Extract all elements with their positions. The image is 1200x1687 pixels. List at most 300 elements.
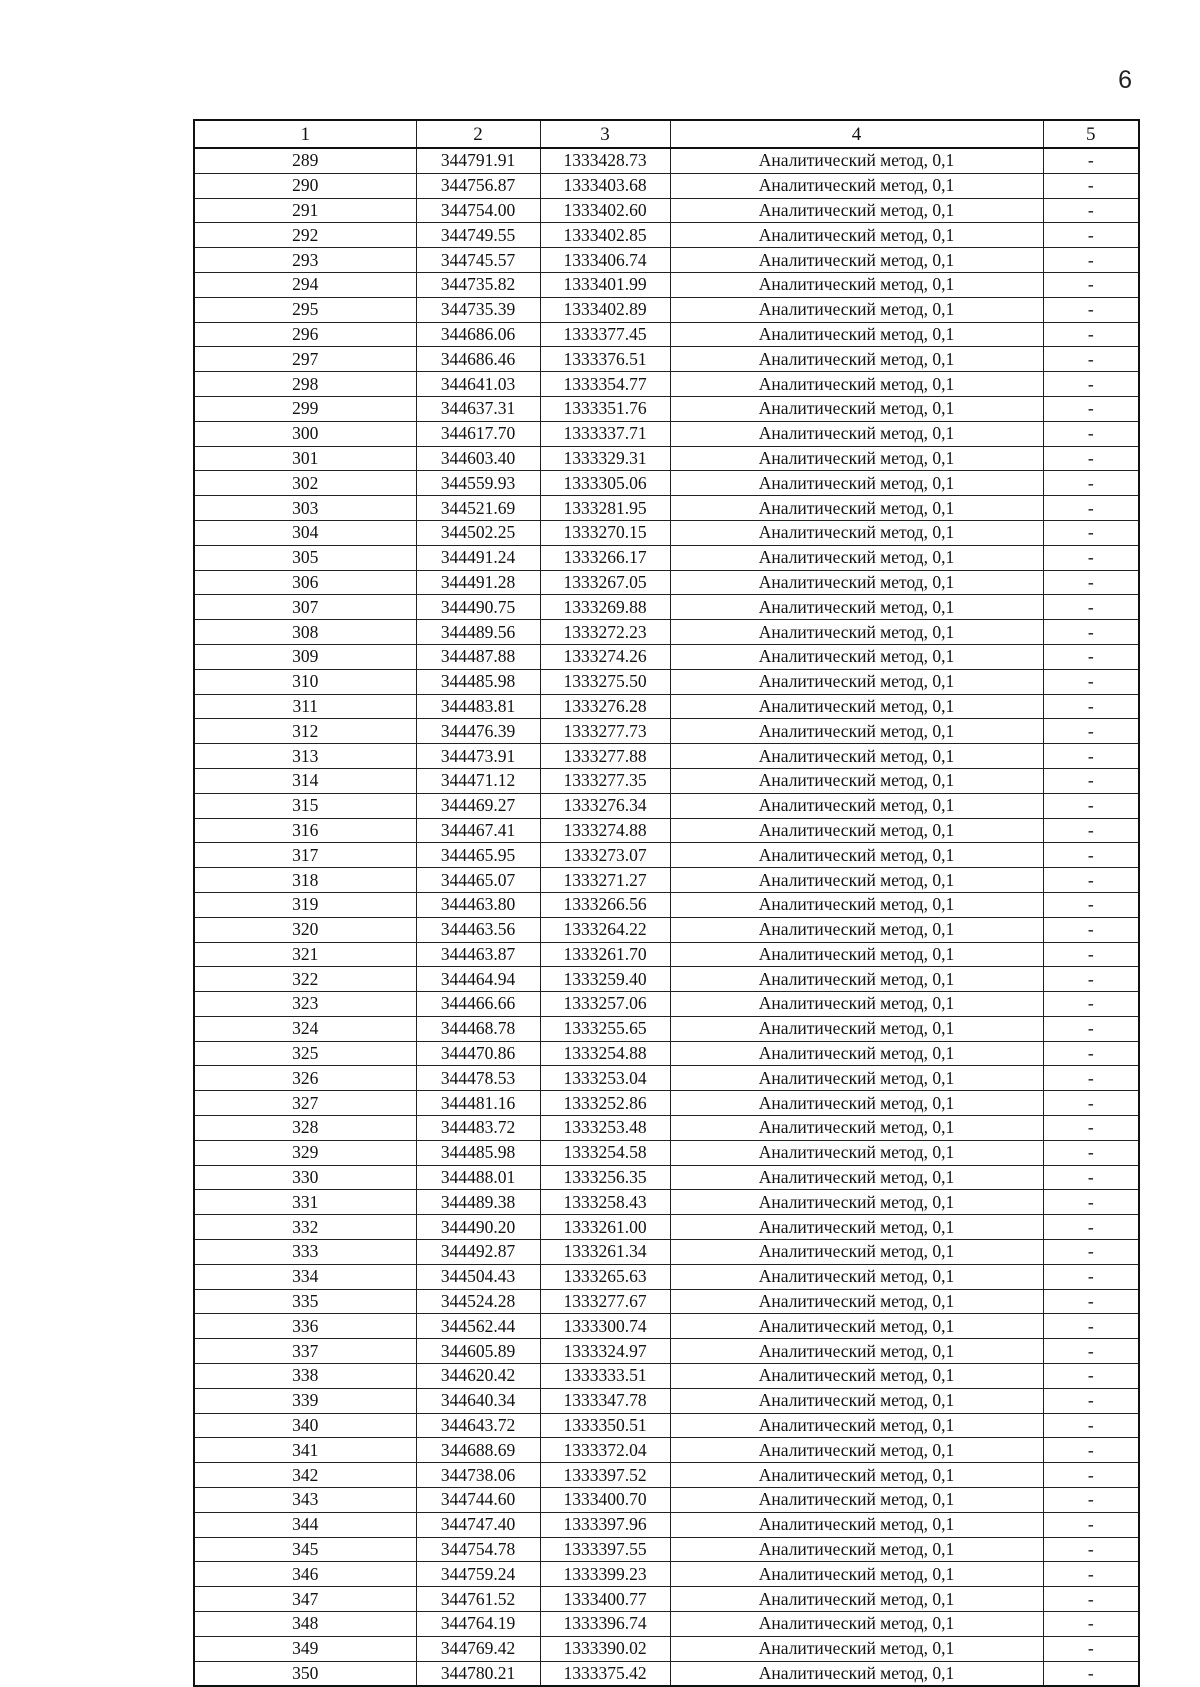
table-row [194, 347, 1139, 372]
table-row [194, 471, 1139, 496]
point-number: 341 [194, 1438, 416, 1463]
coordinate-y: 1333275.50 [540, 669, 670, 694]
note-dash: - [1043, 1066, 1139, 1091]
table-row [194, 1066, 1139, 1091]
method-accuracy: Аналитический метод, 0,1 [670, 1289, 1043, 1314]
coordinate-y: 1333267.05 [540, 570, 670, 595]
table-row [194, 148, 1139, 173]
method-accuracy: Аналитический метод, 0,1 [670, 967, 1043, 992]
coordinate-y: 1333399.23 [540, 1562, 670, 1587]
method-accuracy: Аналитический метод, 0,1 [670, 843, 1043, 868]
table-row [194, 297, 1139, 322]
point-number: 307 [194, 595, 416, 620]
method-accuracy: Аналитический метод, 0,1 [670, 1091, 1043, 1116]
note-dash: - [1043, 223, 1139, 248]
note-dash: - [1043, 967, 1139, 992]
method-accuracy: Аналитический метод, 0,1 [670, 1661, 1043, 1686]
coordinate-y: 1333403.68 [540, 173, 670, 198]
coordinate-y: 1333276.34 [540, 793, 670, 818]
note-dash: - [1043, 1562, 1139, 1587]
point-number: 326 [194, 1066, 416, 1091]
coordinate-x: 344473.91 [416, 744, 540, 769]
coordinate-x: 344469.27 [416, 793, 540, 818]
point-number: 311 [194, 694, 416, 719]
table-row [194, 868, 1139, 893]
coordinate-y: 1333261.00 [540, 1215, 670, 1240]
note-dash: - [1043, 471, 1139, 496]
column-header-4: 4 [670, 120, 1043, 148]
coordinate-y: 1333324.97 [540, 1339, 670, 1364]
point-number: 291 [194, 198, 416, 223]
table-row [194, 768, 1139, 793]
coordinate-x: 344562.44 [416, 1314, 540, 1339]
coordinate-y: 1333259.40 [540, 967, 670, 992]
coordinate-x: 344463.56 [416, 917, 540, 942]
coordinate-y: 1333274.26 [540, 644, 670, 669]
point-number: 328 [194, 1116, 416, 1141]
table-row [194, 1091, 1139, 1116]
coordinate-x: 344643.72 [416, 1413, 540, 1438]
coordinate-y: 1333253.04 [540, 1066, 670, 1091]
table-row [194, 1165, 1139, 1190]
coordinate-x: 344521.69 [416, 496, 540, 521]
note-dash: - [1043, 793, 1139, 818]
point-number: 327 [194, 1091, 416, 1116]
note-dash: - [1043, 595, 1139, 620]
table-row [194, 917, 1139, 942]
column-header-5: 5 [1043, 120, 1139, 148]
note-dash: - [1043, 421, 1139, 446]
note-dash: - [1043, 1413, 1139, 1438]
note-dash: - [1043, 1587, 1139, 1612]
note-dash: - [1043, 1512, 1139, 1537]
note-dash: - [1043, 272, 1139, 297]
note-dash: - [1043, 744, 1139, 769]
coordinate-x: 344481.16 [416, 1091, 540, 1116]
point-number: 315 [194, 793, 416, 818]
note-dash: - [1043, 1661, 1139, 1686]
point-number: 297 [194, 347, 416, 372]
method-accuracy: Аналитический метод, 0,1 [670, 1165, 1043, 1190]
coordinate-x: 344468.78 [416, 1016, 540, 1041]
coordinate-y: 1333264.22 [540, 917, 670, 942]
point-number: 295 [194, 297, 416, 322]
note-dash: - [1043, 719, 1139, 744]
table-row [194, 1240, 1139, 1265]
table-row [194, 1463, 1139, 1488]
table-header-row [194, 120, 1139, 148]
method-accuracy: Аналитический метод, 0,1 [670, 1041, 1043, 1066]
table-row [194, 1140, 1139, 1165]
coordinate-x: 344470.86 [416, 1041, 540, 1066]
note-dash: - [1043, 248, 1139, 273]
note-dash: - [1043, 1165, 1139, 1190]
coordinate-y: 1333256.35 [540, 1165, 670, 1190]
table-row [194, 570, 1139, 595]
coordinate-y: 1333261.70 [540, 942, 670, 967]
note-dash: - [1043, 347, 1139, 372]
coordinate-x: 344780.21 [416, 1661, 540, 1686]
table-row [194, 223, 1139, 248]
method-accuracy: Аналитический метод, 0,1 [670, 1612, 1043, 1637]
coordinate-x: 344502.25 [416, 520, 540, 545]
coordinate-y: 1333400.70 [540, 1488, 670, 1513]
coordinate-y: 1333376.51 [540, 347, 670, 372]
point-number: 300 [194, 421, 416, 446]
coordinate-y: 1333329.31 [540, 446, 670, 471]
coordinate-x: 344735.82 [416, 272, 540, 297]
coordinate-y: 1333390.02 [540, 1636, 670, 1661]
coordinate-y: 1333397.96 [540, 1512, 670, 1537]
point-number: 321 [194, 942, 416, 967]
point-number: 335 [194, 1289, 416, 1314]
coordinate-y: 1333397.52 [540, 1463, 670, 1488]
page-number: 6 [1118, 66, 1132, 94]
coordinate-y: 1333254.58 [540, 1140, 670, 1165]
table-row [194, 1562, 1139, 1587]
note-dash: - [1043, 545, 1139, 570]
coordinate-y: 1333253.48 [540, 1116, 670, 1141]
note-dash: - [1043, 1488, 1139, 1513]
table-row [194, 1512, 1139, 1537]
table-row [194, 1190, 1139, 1215]
point-number: 331 [194, 1190, 416, 1215]
method-accuracy: Аналитический метод, 0,1 [670, 496, 1043, 521]
coordinate-y: 1333276.28 [540, 694, 670, 719]
coordinate-y: 1333337.71 [540, 421, 670, 446]
coordinate-x: 344491.24 [416, 545, 540, 570]
coordinate-x: 344478.53 [416, 1066, 540, 1091]
point-number: 320 [194, 917, 416, 942]
table-row [194, 272, 1139, 297]
note-dash: - [1043, 297, 1139, 322]
table-row [194, 421, 1139, 446]
coordinate-y: 1333269.88 [540, 595, 670, 620]
coordinate-x: 344688.69 [416, 1438, 540, 1463]
coordinate-x: 344490.75 [416, 595, 540, 620]
point-number: 304 [194, 520, 416, 545]
coordinate-x: 344524.28 [416, 1289, 540, 1314]
coordinate-y: 1333401.99 [540, 272, 670, 297]
point-number: 350 [194, 1661, 416, 1686]
table-row [194, 372, 1139, 397]
coordinate-y: 1333375.42 [540, 1661, 670, 1686]
note-dash: - [1043, 620, 1139, 645]
note-dash: - [1043, 843, 1139, 868]
coordinate-y: 1333406.74 [540, 248, 670, 273]
coordinate-y: 1333265.63 [540, 1264, 670, 1289]
method-accuracy: Аналитический метод, 0,1 [670, 1636, 1043, 1661]
note-dash: - [1043, 1636, 1139, 1661]
coordinate-y: 1333402.89 [540, 297, 670, 322]
coordinate-x: 344467.41 [416, 818, 540, 843]
coordinate-y: 1333396.74 [540, 1612, 670, 1637]
table-row [194, 1438, 1139, 1463]
point-number: 343 [194, 1488, 416, 1513]
note-dash: - [1043, 1091, 1139, 1116]
method-accuracy: Аналитический метод, 0,1 [670, 322, 1043, 347]
point-number: 340 [194, 1413, 416, 1438]
coordinate-x: 344464.94 [416, 967, 540, 992]
point-number: 336 [194, 1314, 416, 1339]
point-number: 306 [194, 570, 416, 595]
method-accuracy: Аналитический метод, 0,1 [670, 992, 1043, 1017]
note-dash: - [1043, 644, 1139, 669]
method-accuracy: Аналитический метод, 0,1 [670, 644, 1043, 669]
coordinate-x: 344764.19 [416, 1612, 540, 1637]
table-row [194, 173, 1139, 198]
table-row [194, 1116, 1139, 1141]
note-dash: - [1043, 372, 1139, 397]
method-accuracy: Аналитический метод, 0,1 [670, 347, 1043, 372]
coordinate-y: 1333273.07 [540, 843, 670, 868]
point-number: 317 [194, 843, 416, 868]
note-dash: - [1043, 992, 1139, 1017]
table-row [194, 992, 1139, 1017]
coordinate-y: 1333400.77 [540, 1587, 670, 1612]
coordinates-table [193, 119, 1140, 1687]
method-accuracy: Аналитический метод, 0,1 [670, 1537, 1043, 1562]
note-dash: - [1043, 892, 1139, 917]
method-accuracy: Аналитический метод, 0,1 [670, 892, 1043, 917]
table-row [194, 1215, 1139, 1240]
point-number: 308 [194, 620, 416, 645]
coordinate-y: 1333266.17 [540, 545, 670, 570]
point-number: 303 [194, 496, 416, 521]
coordinate-y: 1333377.45 [540, 322, 670, 347]
note-dash: - [1043, 570, 1139, 595]
point-number: 301 [194, 446, 416, 471]
coordinate-x: 344559.93 [416, 471, 540, 496]
method-accuracy: Аналитический метод, 0,1 [670, 595, 1043, 620]
table-row [194, 1264, 1139, 1289]
table-row [194, 744, 1139, 769]
note-dash: - [1043, 520, 1139, 545]
method-accuracy: Аналитический метод, 0,1 [670, 471, 1043, 496]
table-row [194, 1289, 1139, 1314]
point-number: 349 [194, 1636, 416, 1661]
coordinate-x: 344769.42 [416, 1636, 540, 1661]
note-dash: - [1043, 1016, 1139, 1041]
point-number: 302 [194, 471, 416, 496]
point-number: 330 [194, 1165, 416, 1190]
method-accuracy: Аналитический метод, 0,1 [670, 1413, 1043, 1438]
method-accuracy: Аналитический метод, 0,1 [670, 818, 1043, 843]
coordinate-y: 1333347.78 [540, 1388, 670, 1413]
method-accuracy: Аналитический метод, 0,1 [670, 793, 1043, 818]
method-accuracy: Аналитический метод, 0,1 [670, 1562, 1043, 1587]
method-accuracy: Аналитический метод, 0,1 [670, 570, 1043, 595]
table-row [194, 1661, 1139, 1686]
coordinate-y: 1333272.23 [540, 620, 670, 645]
note-dash: - [1043, 694, 1139, 719]
coordinate-y: 1333333.51 [540, 1364, 670, 1389]
coordinate-x: 344686.06 [416, 322, 540, 347]
point-number: 334 [194, 1264, 416, 1289]
table-row [194, 248, 1139, 273]
note-dash: - [1043, 1537, 1139, 1562]
coordinate-x: 344754.00 [416, 198, 540, 223]
coordinate-y: 1333277.35 [540, 768, 670, 793]
table-row [194, 496, 1139, 521]
point-number: 299 [194, 396, 416, 421]
coordinate-x: 344754.78 [416, 1537, 540, 1562]
method-accuracy: Аналитический метод, 0,1 [670, 446, 1043, 471]
coordinate-y: 1333300.74 [540, 1314, 670, 1339]
table-row [194, 669, 1139, 694]
table-body [194, 148, 1139, 1686]
coordinate-x: 344749.55 [416, 223, 540, 248]
method-accuracy: Аналитический метод, 0,1 [670, 1264, 1043, 1289]
note-dash: - [1043, 1314, 1139, 1339]
coordinate-y: 1333354.77 [540, 372, 670, 397]
method-accuracy: Аналитический метод, 0,1 [670, 669, 1043, 694]
coordinate-y: 1333428.73 [540, 148, 670, 173]
table-row [194, 446, 1139, 471]
point-number: 309 [194, 644, 416, 669]
method-accuracy: Аналитический метод, 0,1 [670, 1140, 1043, 1165]
note-dash: - [1043, 1190, 1139, 1215]
note-dash: - [1043, 1116, 1139, 1141]
point-number: 324 [194, 1016, 416, 1041]
coordinate-x: 344463.80 [416, 892, 540, 917]
coordinate-y: 1333274.88 [540, 818, 670, 843]
point-number: 322 [194, 967, 416, 992]
coordinate-x: 344487.88 [416, 644, 540, 669]
coordinate-y: 1333266.56 [540, 892, 670, 917]
coordinate-y: 1333258.43 [540, 1190, 670, 1215]
point-number: 292 [194, 223, 416, 248]
point-number: 332 [194, 1215, 416, 1240]
coordinate-x: 344637.31 [416, 396, 540, 421]
point-number: 345 [194, 1537, 416, 1562]
coordinate-x: 344476.39 [416, 719, 540, 744]
table-row [194, 843, 1139, 868]
table-row [194, 1488, 1139, 1513]
note-dash: - [1043, 768, 1139, 793]
coordinate-x: 344488.01 [416, 1165, 540, 1190]
coordinate-y: 1333351.76 [540, 396, 670, 421]
coordinate-y: 1333350.51 [540, 1413, 670, 1438]
table-row [194, 1636, 1139, 1661]
coordinate-x: 344463.87 [416, 942, 540, 967]
point-number: 333 [194, 1240, 416, 1265]
method-accuracy: Аналитический метод, 0,1 [670, 173, 1043, 198]
coordinate-y: 1333252.86 [540, 1091, 670, 1116]
coordinate-x: 344483.81 [416, 694, 540, 719]
point-number: 325 [194, 1041, 416, 1066]
point-number: 293 [194, 248, 416, 273]
coordinate-x: 344641.03 [416, 372, 540, 397]
coordinate-y: 1333277.67 [540, 1289, 670, 1314]
point-number: 310 [194, 669, 416, 694]
method-accuracy: Аналитический метод, 0,1 [670, 297, 1043, 322]
coordinate-x: 344471.12 [416, 768, 540, 793]
table-row [194, 942, 1139, 967]
coordinate-x: 344791.91 [416, 148, 540, 173]
table-row [194, 1413, 1139, 1438]
table-row [194, 1537, 1139, 1562]
method-accuracy: Аналитический метод, 0,1 [670, 1488, 1043, 1513]
table-row [194, 793, 1139, 818]
point-number: 294 [194, 272, 416, 297]
method-accuracy: Аналитический метод, 0,1 [670, 620, 1043, 645]
point-number: 313 [194, 744, 416, 769]
table-row [194, 1339, 1139, 1364]
coordinate-x: 344617.70 [416, 421, 540, 446]
note-dash: - [1043, 496, 1139, 521]
method-accuracy: Аналитический метод, 0,1 [670, 1438, 1043, 1463]
note-dash: - [1043, 1264, 1139, 1289]
point-number: 314 [194, 768, 416, 793]
method-accuracy: Аналитический метод, 0,1 [670, 148, 1043, 173]
note-dash: - [1043, 1612, 1139, 1637]
method-accuracy: Аналитический метод, 0,1 [670, 1215, 1043, 1240]
note-dash: - [1043, 396, 1139, 421]
table-row [194, 520, 1139, 545]
table-row [194, 719, 1139, 744]
point-number: 346 [194, 1562, 416, 1587]
note-dash: - [1043, 173, 1139, 198]
note-dash: - [1043, 818, 1139, 843]
table-row [194, 694, 1139, 719]
point-number: 347 [194, 1587, 416, 1612]
note-dash: - [1043, 1339, 1139, 1364]
method-accuracy: Аналитический метод, 0,1 [670, 198, 1043, 223]
coordinate-x: 344759.24 [416, 1562, 540, 1587]
coordinate-x: 344686.46 [416, 347, 540, 372]
method-accuracy: Аналитический метод, 0,1 [670, 545, 1043, 570]
table-row [194, 1041, 1139, 1066]
coordinate-y: 1333397.55 [540, 1537, 670, 1562]
coordinate-x: 344735.39 [416, 297, 540, 322]
method-accuracy: Аналитический метод, 0,1 [670, 1364, 1043, 1389]
table-row [194, 1388, 1139, 1413]
coordinate-y: 1333372.04 [540, 1438, 670, 1463]
note-dash: - [1043, 868, 1139, 893]
coordinate-x: 344756.87 [416, 173, 540, 198]
coordinate-x: 344504.43 [416, 1264, 540, 1289]
method-accuracy: Аналитический метод, 0,1 [670, 917, 1043, 942]
method-accuracy: Аналитический метод, 0,1 [670, 1388, 1043, 1413]
table-row [194, 818, 1139, 843]
column-header-3: 3 [540, 120, 670, 148]
note-dash: - [1043, 1041, 1139, 1066]
coordinate-x: 344620.42 [416, 1364, 540, 1389]
coordinate-x: 344491.28 [416, 570, 540, 595]
point-number: 319 [194, 892, 416, 917]
coordinate-y: 1333277.88 [540, 744, 670, 769]
point-number: 342 [194, 1463, 416, 1488]
method-accuracy: Аналитический метод, 0,1 [670, 1116, 1043, 1141]
method-accuracy: Аналитический метод, 0,1 [670, 372, 1043, 397]
method-accuracy: Аналитический метод, 0,1 [670, 744, 1043, 769]
column-header-1: 1 [194, 120, 416, 148]
coordinate-x: 344761.52 [416, 1587, 540, 1612]
method-accuracy: Аналитический метод, 0,1 [670, 520, 1043, 545]
coordinate-y: 1333270.15 [540, 520, 670, 545]
coordinate-x: 344485.98 [416, 669, 540, 694]
note-dash: - [1043, 1140, 1139, 1165]
coordinate-y: 1333254.88 [540, 1041, 670, 1066]
table-row [194, 892, 1139, 917]
coordinate-y: 1333281.95 [540, 496, 670, 521]
note-dash: - [1043, 1240, 1139, 1265]
coordinate-y: 1333261.34 [540, 1240, 670, 1265]
note-dash: - [1043, 322, 1139, 347]
coordinate-x: 344747.40 [416, 1512, 540, 1537]
method-accuracy: Аналитический метод, 0,1 [670, 768, 1043, 793]
